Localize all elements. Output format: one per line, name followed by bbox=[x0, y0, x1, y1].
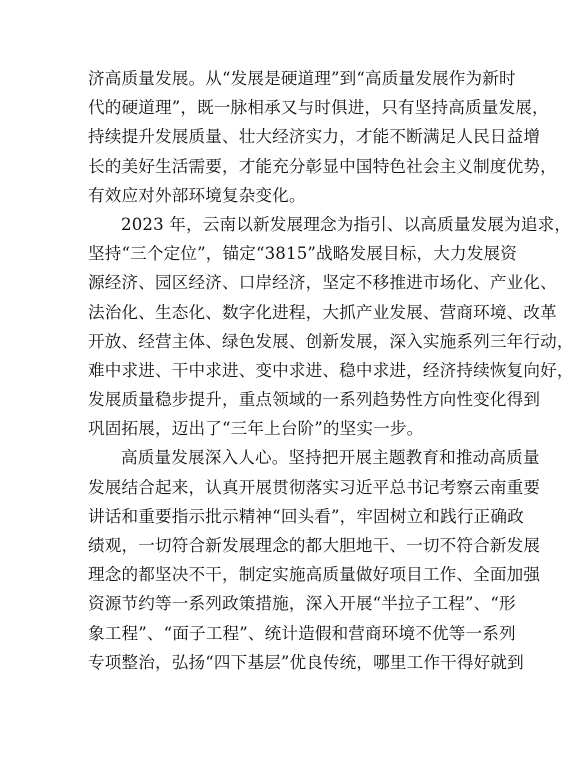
paragraph-3-line: 象工程”、“面子工程”、统计造假和营商环境不优等一系列 bbox=[88, 623, 516, 643]
paragraph-3-line: 高质量发展深入人心。坚持把开展主题教育和推动高质量 bbox=[121, 448, 540, 468]
paragraph-3-line: 发展结合起来，认真开展贯彻落实习近平总书记考察云南重要 bbox=[88, 477, 541, 497]
paragraph-3-line: 讲话和重要指示批示精神“回头看”，牢固树立和践行正确政 bbox=[88, 506, 524, 526]
body-text bbox=[88, 64, 574, 677]
paragraph-3-line: 绩观，一切符合新发展理念的都大胆地干、一切不符合新发展 bbox=[88, 536, 541, 555]
paragraph-2-line: 坚持“三个定位”，锚定“3815”战略发展目标，大力发展资 bbox=[88, 244, 517, 264]
paragraph-3-line: 专项整治，弘扬“四下基层”优良传统，哪里工作干得好就到 bbox=[88, 652, 524, 672]
paragraph-1-line: 济高质量发展。从“发展是硬道理”到“高质量发展作为新时 bbox=[88, 69, 516, 88]
paragraph-2-line: 法治化、生态化、数字化进程，大抓产业发展、营商环境、改革 bbox=[88, 302, 557, 322]
paragraph-2-line: 源经济、园区经济、口岸经济，坚定不移推进市场化、产业化、 bbox=[88, 273, 557, 293]
paragraph-2-line: 开放、经营主体、绿色发展、创新发展，深入实施系列三年行动， bbox=[88, 331, 574, 351]
paragraph-2-line: 难中求进、干中求进、变中求进、稳中求进，经济持续恢复向好， bbox=[88, 360, 574, 380]
paragraph-1-line: 持续提升发展质量、壮大经济实力，才能不断满足人民日益增 bbox=[88, 127, 541, 147]
paragraph-1-line: 代的硬道理”，既一脉相承又与时俱进，只有坚持高质量发展， bbox=[88, 98, 549, 118]
paragraph-2-line: 2023 年，云南以新发展理念为指引、以高质量发展为追求， bbox=[121, 214, 572, 234]
paragraph-3-line: 资源节约等一系列政策措施，深入开展“半拉子工程”、“形 bbox=[88, 594, 516, 614]
paragraph-1-line: 长的美好生活需要，才能充分彰显中国特色社会主义制度优势， bbox=[88, 156, 557, 176]
paragraph-2-line: 发展质量稳步提升，重点领域的一系列趋势性方向性变化得到 bbox=[88, 390, 541, 410]
paragraph-2-line: 巩固拓展，迈出了“三年上台阶”的坚实一步。 bbox=[88, 419, 424, 439]
paragraph-3-line: 理念的都坚决不干，制定实施高质量做好项目工作、全面加强 bbox=[88, 565, 541, 585]
paragraph-1-line: 有效应对外部环境复杂变化。 bbox=[88, 185, 306, 205]
